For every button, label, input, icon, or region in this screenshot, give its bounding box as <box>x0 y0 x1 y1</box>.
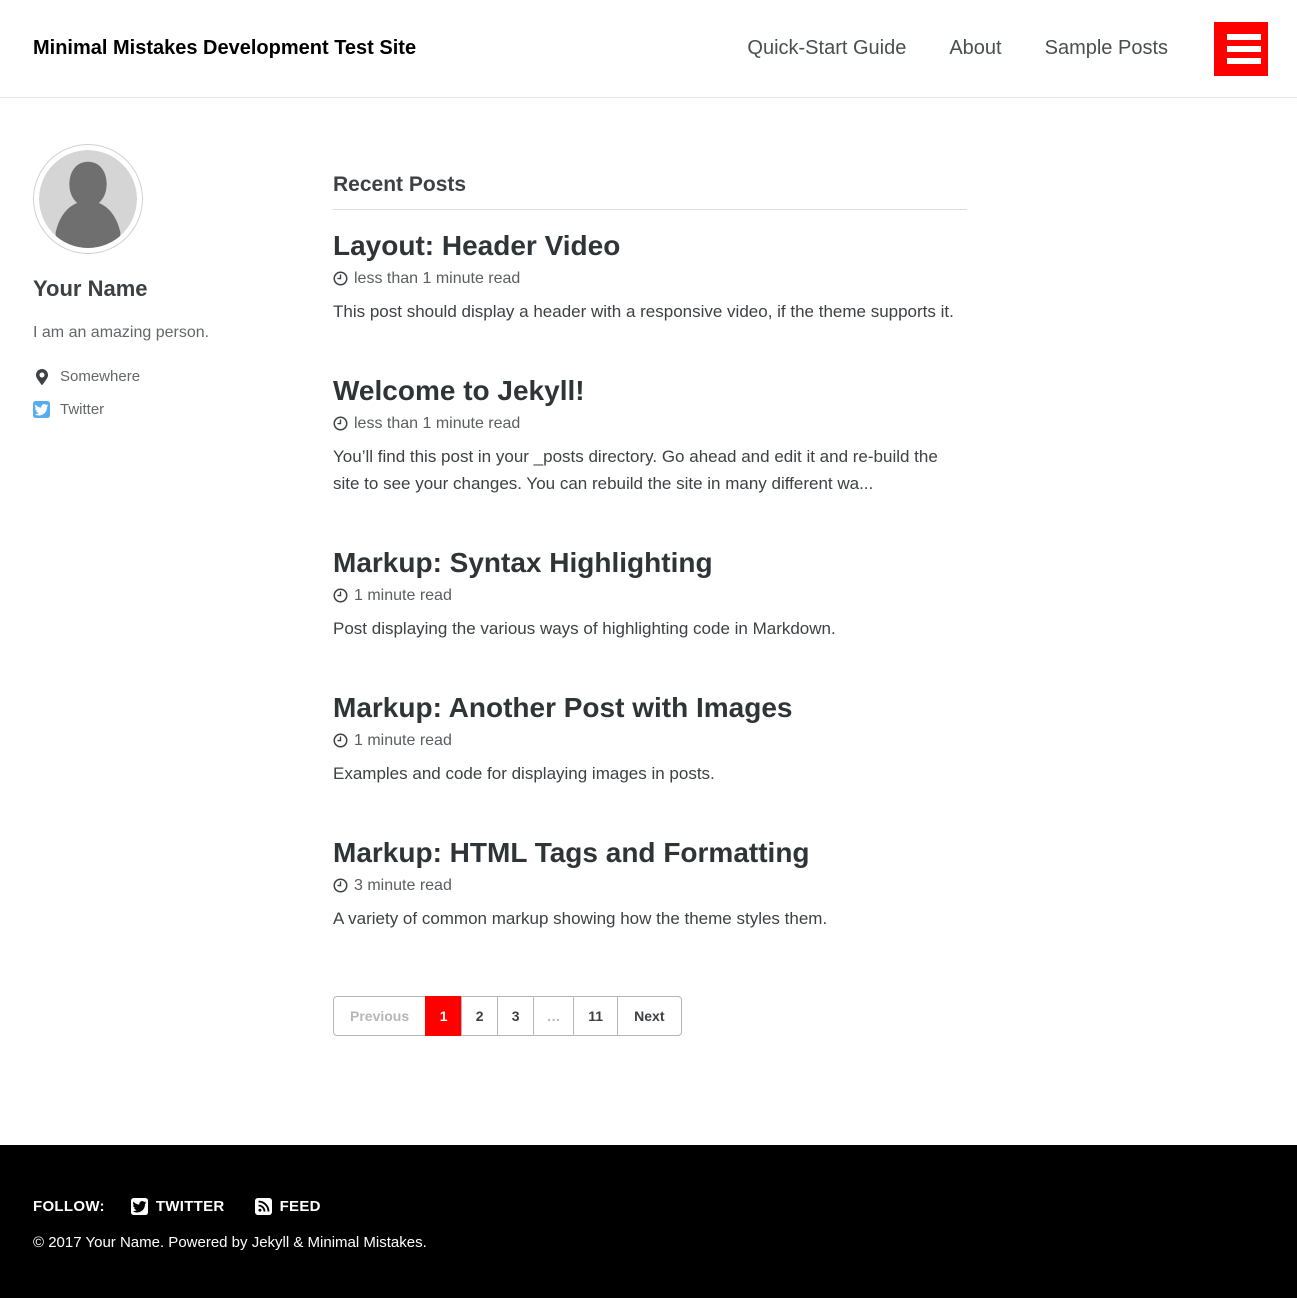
author-location-label: Somewhere <box>60 368 141 385</box>
post-item <box>333 375 967 497</box>
pagination-next[interactable]: Next <box>617 996 681 1036</box>
author-links <box>33 368 283 418</box>
pagination-page-3[interactable]: 3 <box>497 996 534 1036</box>
post-meta <box>333 586 967 605</box>
post-excerpt: Post displaying the various ways of highlighting code in Markdown. <box>333 619 836 638</box>
read-time: less than 1 minute read <box>354 415 521 432</box>
page-content <box>0 98 1297 1145</box>
footer-feed-label: FEED <box>279 1198 321 1215</box>
post-excerpt: This post should display a header with a responsive video, if the theme supports it. <box>333 302 954 321</box>
avatar-silhouette-icon <box>39 150 137 248</box>
nav-link-sample-posts[interactable]: Sample Posts <box>1044 37 1168 59</box>
author-bio: I am an amazing person. <box>33 324 210 341</box>
post-title <box>333 375 967 406</box>
main-column <box>333 144 967 1145</box>
post-excerpt: Examples and code for displaying images in posts. <box>333 764 715 783</box>
footer-follow-row <box>33 1198 1264 1215</box>
post-meta <box>333 269 967 288</box>
post-item <box>333 837 967 932</box>
post-meta <box>333 876 967 895</box>
footer-feed-link[interactable] <box>255 1198 321 1215</box>
post-title-link[interactable]: Markup: Another Post with Images <box>333 692 793 723</box>
read-time: 1 minute read <box>354 587 452 604</box>
minimal-mistakes-link[interactable]: Minimal Mistakes <box>307 1234 423 1251</box>
jekyll-link[interactable]: Jekyll <box>251 1234 290 1251</box>
post-title <box>333 837 967 868</box>
post-title <box>333 692 967 723</box>
author-location <box>33 368 283 385</box>
author-avatar <box>33 144 143 254</box>
nav-link-quick-start-guide[interactable]: Quick-Start Guide <box>747 37 907 59</box>
nav-link-about[interactable]: About <box>949 37 1002 59</box>
footer-twitter-link[interactable] <box>131 1198 225 1215</box>
masthead-nav <box>747 37 1168 60</box>
post-title-link[interactable]: Welcome to Jekyll! <box>333 375 585 406</box>
pagination-page-1: 1 <box>425 996 462 1036</box>
twitter-icon <box>33 401 50 418</box>
post-item <box>333 230 967 325</box>
author-sidebar <box>33 144 283 1145</box>
author-twitter-link[interactable] <box>33 401 283 418</box>
copyright-separator: & <box>289 1234 308 1251</box>
twitter-square-icon <box>131 1198 148 1215</box>
post-title-link[interactable]: Layout: Header Video <box>333 230 621 261</box>
post-item <box>333 692 967 787</box>
read-time: 3 minute read <box>354 877 452 894</box>
site-title[interactable]: Minimal Mistakes Development Test Site <box>33 37 417 59</box>
copyright-text: © 2017 Your Name. Powered by <box>33 1234 252 1251</box>
footer-twitter-label: TWITTER <box>155 1198 225 1215</box>
clock-icon <box>333 733 348 748</box>
copyright-suffix: . <box>422 1234 427 1251</box>
clock-icon <box>333 588 348 603</box>
post-title-link[interactable]: Markup: HTML Tags and Formatting <box>333 837 810 868</box>
pagination-ellipsis: … <box>533 996 574 1036</box>
pagination <box>333 996 967 1036</box>
post-excerpt: A variety of common markup showing how the theme styles them. <box>333 909 828 928</box>
read-time: less than 1 minute read <box>354 270 521 287</box>
pagination-page-11[interactable]: 11 <box>573 996 618 1036</box>
post-title <box>333 547 967 578</box>
clock-icon <box>333 416 348 431</box>
post-meta <box>333 414 967 433</box>
pagination-page-2[interactable]: 2 <box>461 996 498 1036</box>
post-excerpt: You’ll find this post in your _posts directory. Go ahead and edit it and re-build the site to see your changes. You can rebuild the site in many different wa... <box>333 447 938 493</box>
hamburger-icon <box>1227 34 1261 40</box>
footer-copyright <box>33 1234 1264 1251</box>
post-title <box>333 230 967 261</box>
page-title: Recent Posts <box>333 172 967 210</box>
menu-toggle-button[interactable] <box>1214 22 1268 76</box>
site-footer <box>0 1145 1297 1298</box>
pagination-previous: Previous <box>333 996 426 1036</box>
masthead <box>0 0 1297 98</box>
post-item <box>333 547 967 642</box>
author-twitter-label: Twitter <box>60 401 105 418</box>
author-name: Your Name <box>33 276 148 301</box>
read-time: 1 minute read <box>354 732 452 749</box>
location-pin-icon <box>33 369 50 385</box>
rss-square-icon <box>255 1198 272 1215</box>
footer-follow-label: FOLLOW: <box>33 1198 105 1215</box>
clock-icon <box>333 878 348 893</box>
post-title-link[interactable]: Markup: Syntax Highlighting <box>333 547 713 578</box>
post-meta <box>333 731 967 750</box>
clock-icon <box>333 271 348 286</box>
